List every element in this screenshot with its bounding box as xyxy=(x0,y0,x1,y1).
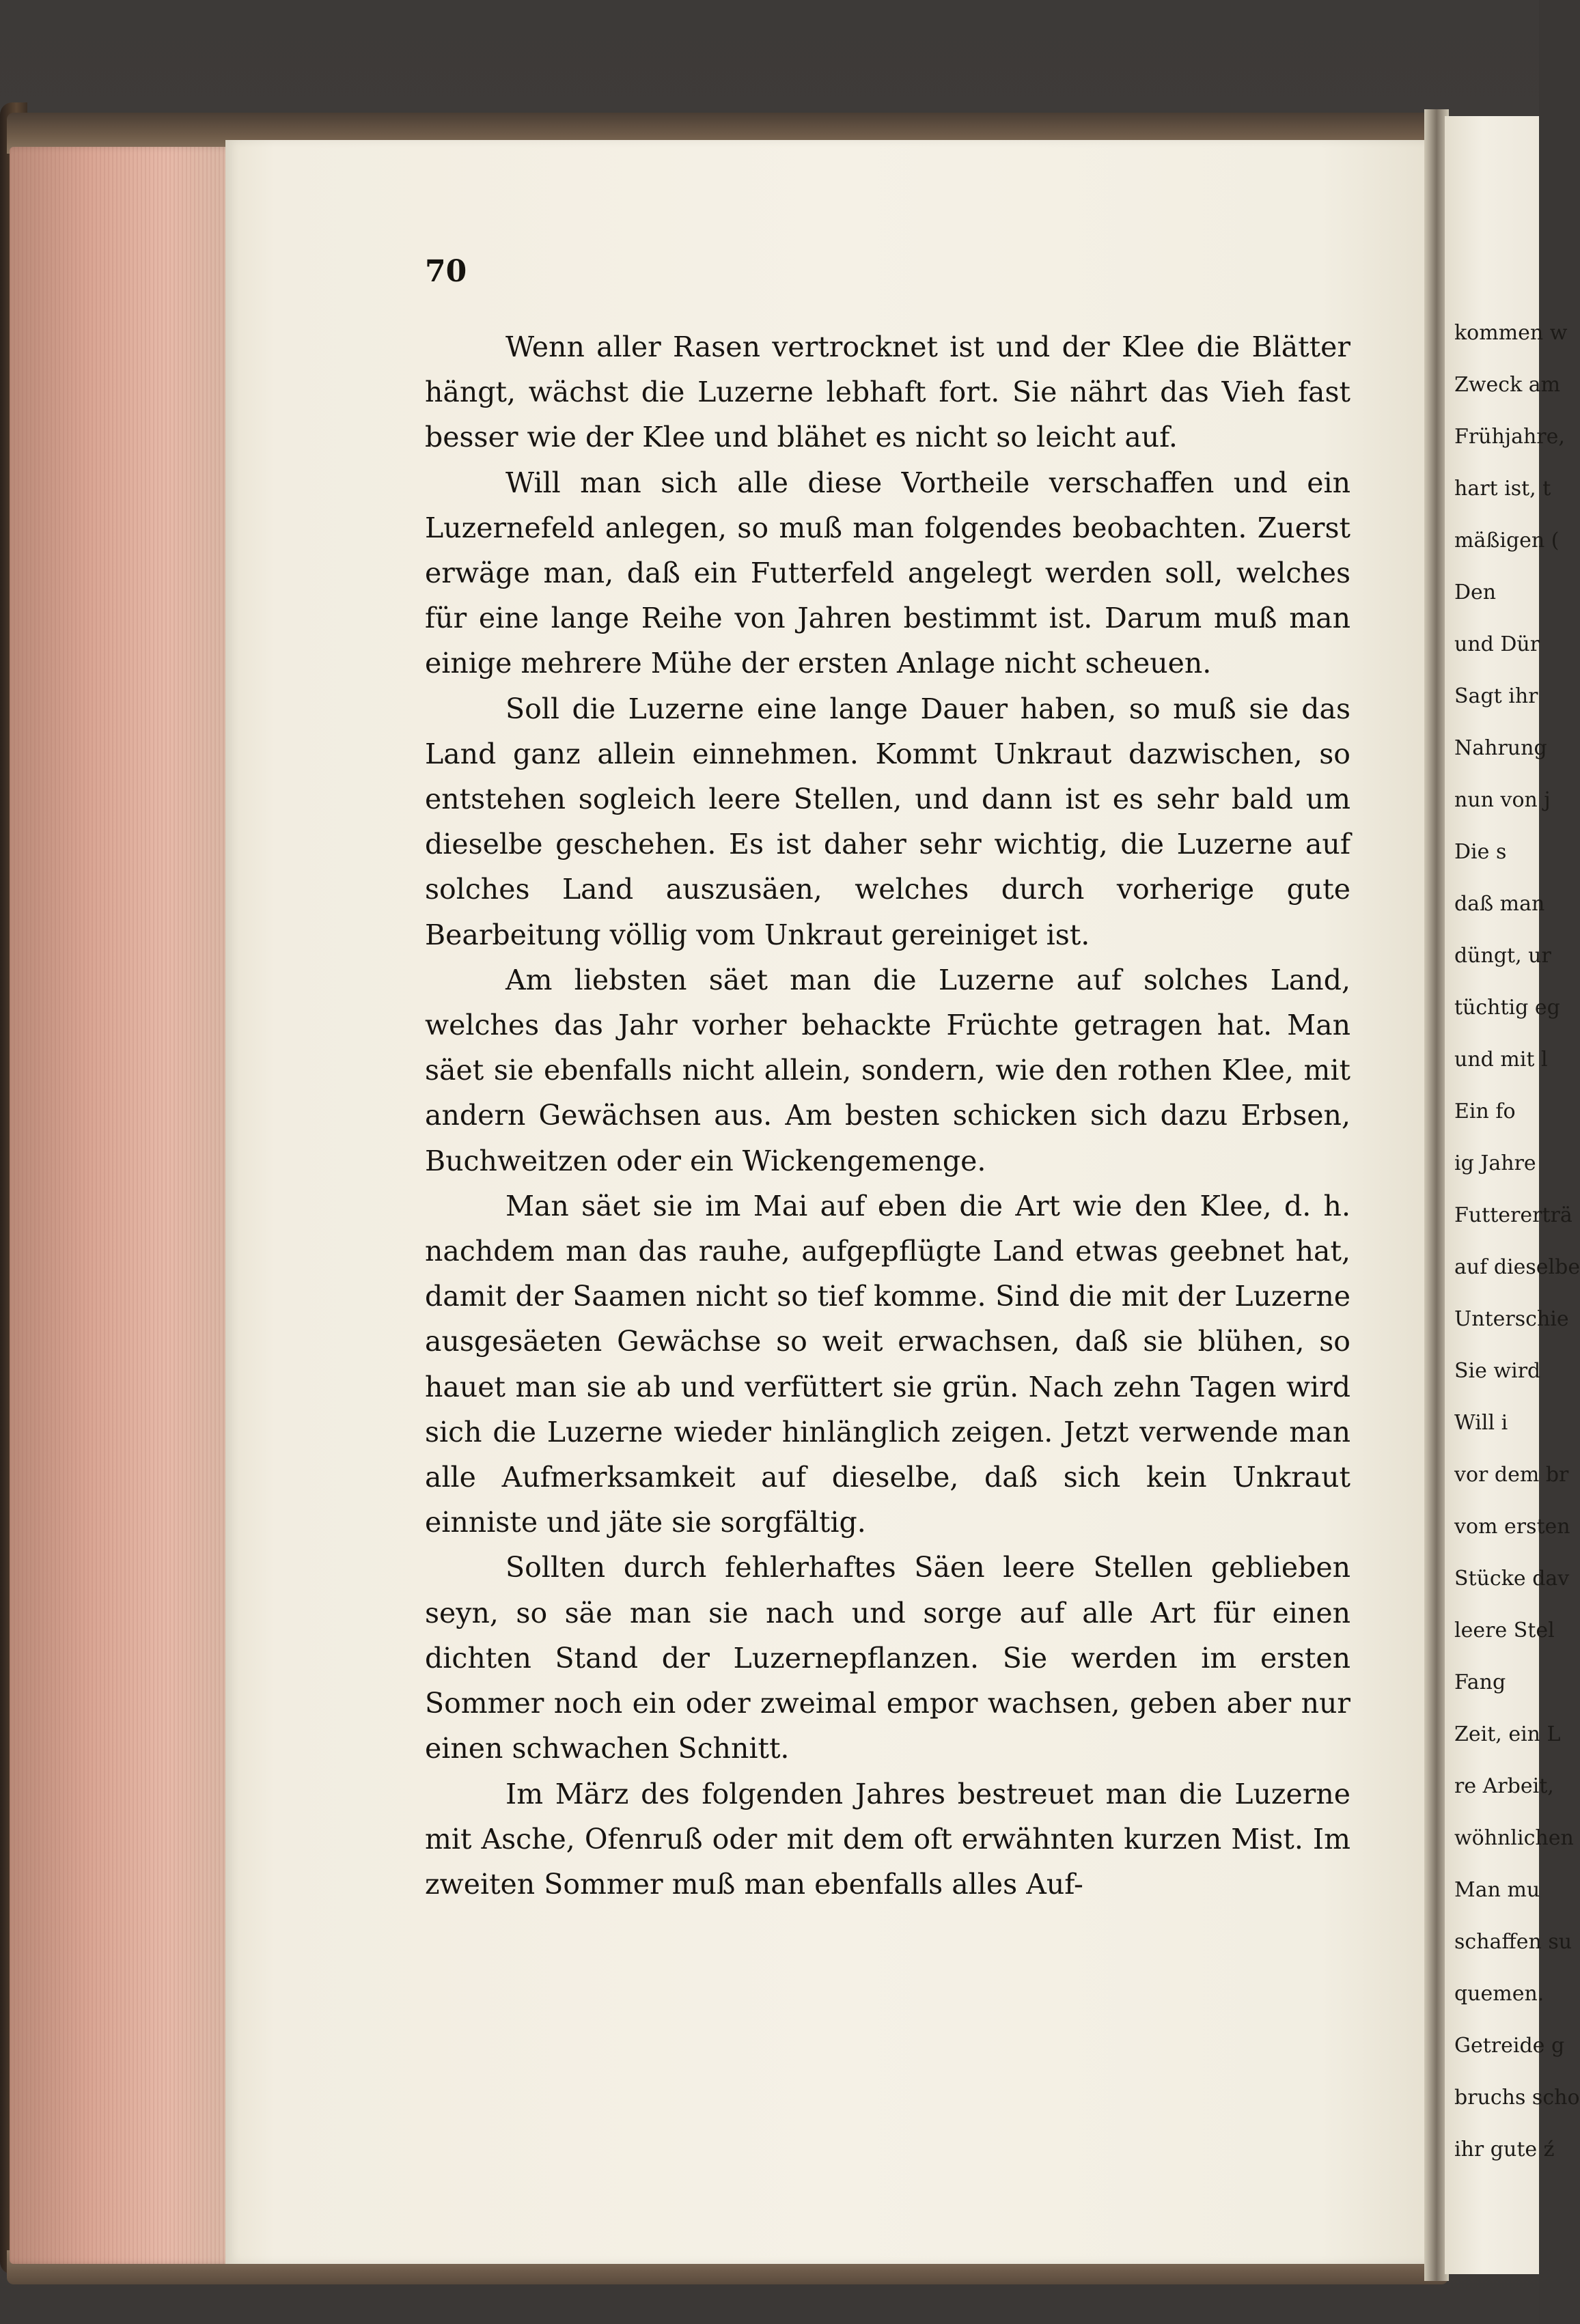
facing-page-fragment: Unterschie xyxy=(1454,1307,1569,1331)
paragraph: Im März des folgenden Jahres bestreuet man die Luzerne mit Asche, Ofenruß oder mit dem oft erwähnten kurzen Mist. Im zweiten Sommer muß man ebenfalls alles Auf- xyxy=(425,1777,1350,1901)
page-body-text xyxy=(425,324,1350,1907)
facing-page-fragment: und mit l xyxy=(1454,1048,1548,1072)
facing-page-fragment: Man mu xyxy=(1454,1878,1540,1902)
page-edges xyxy=(10,147,235,2264)
facing-page-fragment: Getreide g xyxy=(1454,2034,1565,2058)
facing-page-fragment: Die s xyxy=(1454,840,1507,864)
facing-page-fragment: vom ersten xyxy=(1454,1515,1570,1539)
facing-page-fragment: düngt, ur xyxy=(1454,944,1551,968)
facing-page-fragment: nun von j xyxy=(1454,788,1551,812)
paragraph: Am liebsten säet man die Luzerne auf solches Land, welches das Jahr vorher behackte Früchte getragen hat. Man säet sie ebenfalls nicht allein, sondern, wie den rothen Klee, mit andern Gewächsen aus. Am besten schicken sich dazu Erbsen, Buchweitzen oder ein Wickengemenge. xyxy=(425,963,1350,1177)
facing-page-fragment: Futtererträ xyxy=(1454,1203,1572,1227)
facing-page-fragment: tüchtig eg xyxy=(1454,996,1560,1020)
facing-page-fragment: Sagt ihr xyxy=(1454,684,1538,708)
facing-page-fragment: auf dieselbe xyxy=(1454,1255,1580,1279)
facing-page-fragment: Zweck am xyxy=(1454,373,1561,397)
facing-page-fragment: schaffen su xyxy=(1454,1930,1572,1954)
facing-page-fragment: Frühjahre, xyxy=(1454,425,1565,449)
paragraph: Wenn aller Rasen vertrocknet ist und der Klee die Blätter hängt, wächst die Luzerne lebhaft fort. Sie nährt das Vieh fast besser wie der Klee und blähet es nicht so leicht auf. xyxy=(425,331,1350,454)
paragraph: Sollten durch fehlerhaftes Säen leere Stellen geblieben seyn, so säe man sie nach und sorge auf alle Art für einen dichten Stand der Luzernepflanzen. Sie werden im ersten Sommer noch ein oder zweimal empor wachsen, geben aber nur einen schwachen Schnitt. xyxy=(425,1551,1350,1765)
facing-page-fragment: ig Jahre xyxy=(1454,1151,1536,1175)
facing-page-fragment: leere Stel xyxy=(1454,1619,1555,1642)
facing-page-fragment: und Dür xyxy=(1454,632,1540,656)
facing-page-fragment: kommen w xyxy=(1454,321,1568,345)
facing-page-fragment: Nahrung xyxy=(1454,736,1547,760)
facing-page-fragment: Sie wird xyxy=(1454,1359,1541,1383)
facing-page-fragment: wöhnlichen xyxy=(1454,1826,1574,1850)
facing-page-fragment: quemen. xyxy=(1454,1982,1544,2006)
paragraph: Soll die Luzerne eine lange Dauer haben, so muß sie das Land ganz allein einnehmen. Kommt Unkraut dazwischen, so entstehen sogleich leere Stellen, und dann ist es sehr bald um dieselbe geschehen. Es ist daher sehr wichtig, die Luzerne auf solches Land auszusäen, welches durch vorherige gute Bearbeitung völlig vom Unkraut gereiniget ist. xyxy=(425,692,1350,951)
facing-page-fragment: bruchs scho xyxy=(1454,2086,1580,2110)
facing-page-fragment: mäßigen ( xyxy=(1454,529,1560,552)
facing-page-fragment: vor dem br xyxy=(1454,1463,1569,1487)
facing-page-fragment: hart ist, t xyxy=(1454,477,1551,501)
facing-page-strip xyxy=(1445,116,1580,2274)
paragraph: Will man sich alle diese Vortheile verschaffen und ein Luzernefeld anlegen, so muß man folgendes beobachten. Zuerst erwäge man, daß ein Futterfeld angelegt werden soll, welches für eine lange Reihe von Jahren bestimmt ist. Darum muß man einige mehrere Mühe der ersten Anlage nicht scheuen. xyxy=(425,466,1350,680)
facing-page-fragment: Ein fo xyxy=(1454,1100,1516,1123)
facing-page-fragment: Stücke dav xyxy=(1454,1567,1570,1591)
facing-page-fragment: ihr gute ź xyxy=(1454,2138,1555,2161)
page-number: 70 xyxy=(425,254,467,289)
facing-page-fragment: daß man xyxy=(1454,892,1545,916)
facing-page-fragment: Will i xyxy=(1454,1411,1508,1435)
paragraph: Man säet sie im Mai auf eben die Art wie den Klee, d. h. nachdem man das rauhe, aufgepflügte Land etwas geebnet hat, damit der Saamen nicht so tief komme. Sind die mit der Luzerne ausgesäeten Gewächse so weit erwachsen, daß sie blühen, so hauet man sie ab und verfüttert sie grün. Nach zehn Tagen wird sich die Luzerne wieder hinlänglich zeigen. Jetzt verwende man alle Aufmerksamkeit auf dieselbe, daß sich kein Unkraut einniste und jäte sie sorgfältig. xyxy=(425,1189,1350,1539)
facing-page-fragment: Fang xyxy=(1454,1670,1506,1694)
facing-page-fragment: Zeit, ein L xyxy=(1454,1722,1561,1746)
facing-page-fragment: Den xyxy=(1454,580,1497,604)
facing-page-fragment: re Arbeit, xyxy=(1454,1774,1554,1798)
